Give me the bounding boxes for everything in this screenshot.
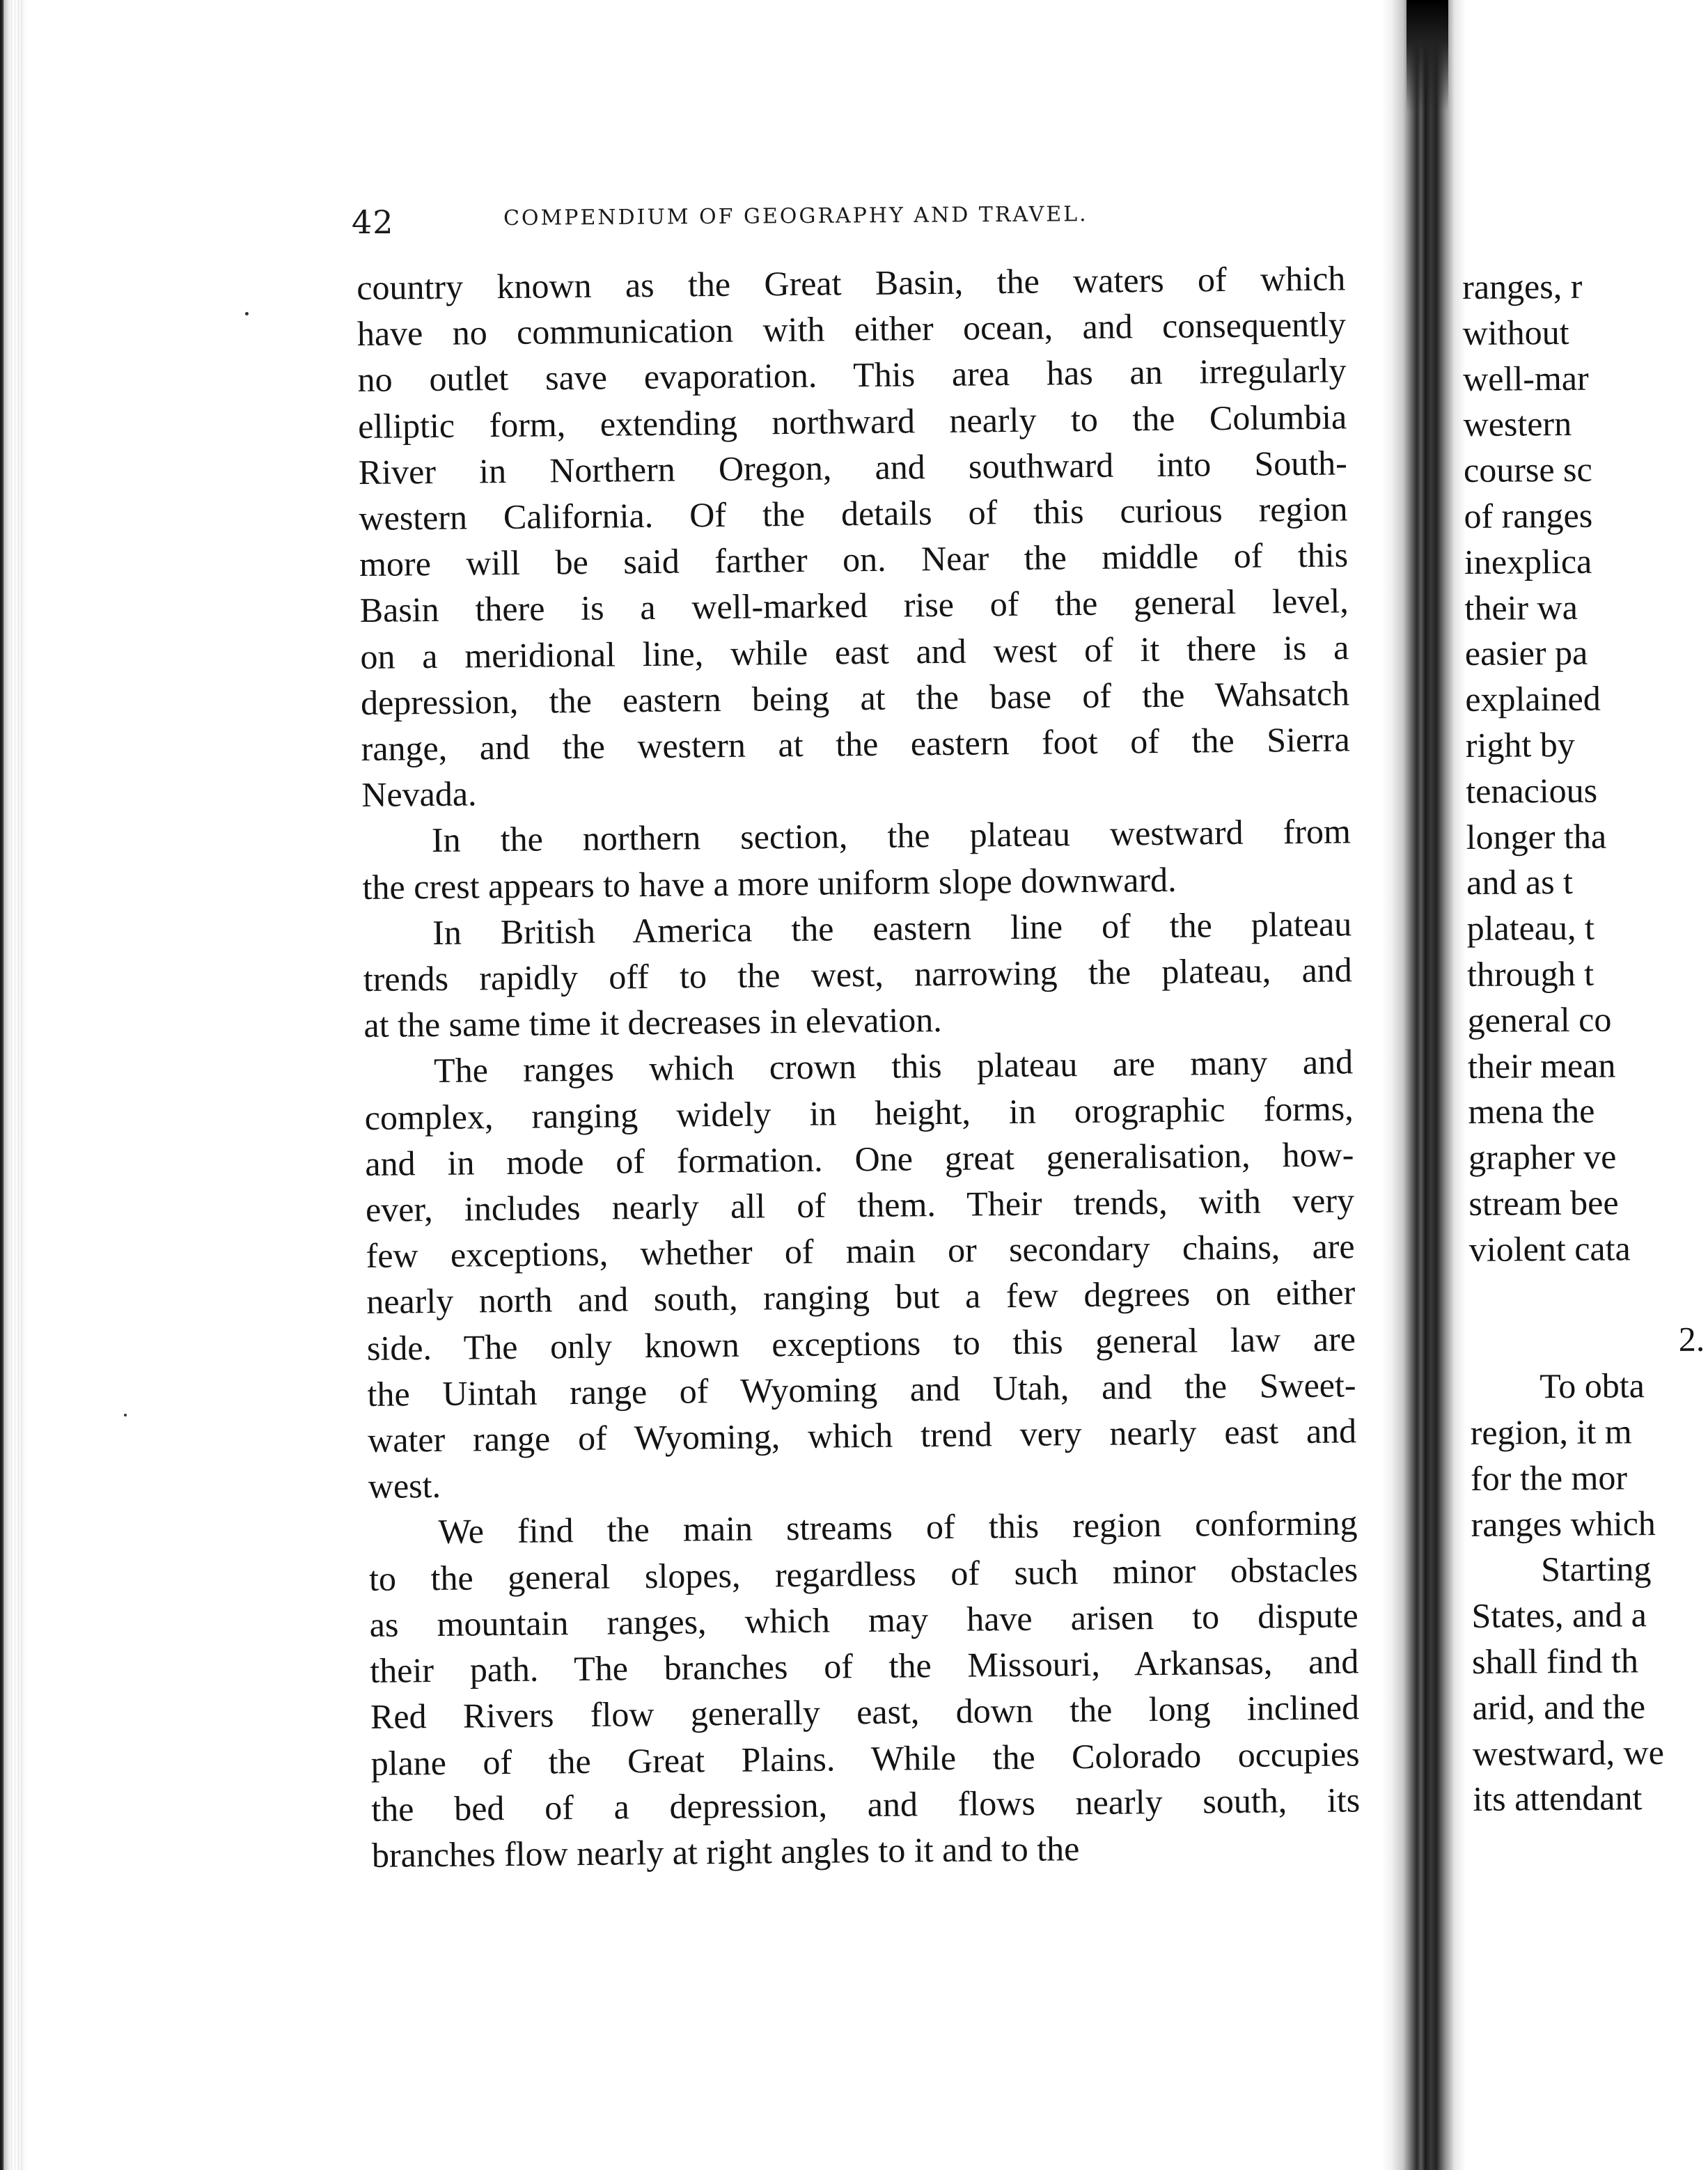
scan-speck (245, 312, 249, 315)
paragraph (362, 809, 1351, 910)
text-line: no outlet save evaporation. This area has an irregularly (357, 350, 1347, 400)
page-block-edge-lines (4, 0, 22, 2170)
scan-speck (124, 1414, 127, 1416)
text-line: their path. The branches of the Missouri, Arkansas, and (370, 1641, 1359, 1690)
text-line: In the northern section, the plateau westward from (431, 811, 1351, 860)
gutter-shadow (1407, 0, 1448, 111)
page-number: 42 (352, 203, 394, 241)
text-line: have no communication with either ocean, and consequently (357, 304, 1347, 354)
text-line: their mean (1467, 1045, 1616, 1086)
text-line (1469, 1271, 1671, 1318)
text-line: as mountain ranges, which may have arisen to dispute (369, 1595, 1358, 1644)
text-line: Starting (1540, 1549, 1652, 1589)
text-line: The ranges which crown this plateau are many and (433, 1042, 1354, 1091)
text-line: grapher ve (1468, 1137, 1617, 1178)
paragraph (364, 1039, 1357, 1510)
text-line: western (1463, 404, 1572, 444)
running-head (352, 203, 1326, 245)
text-line: We find the main streams of this region conforming (438, 1503, 1358, 1552)
text-line: side. The only known exceptions to this general law are (366, 1318, 1356, 1368)
text-line: longer tha (1466, 816, 1607, 857)
text-line: water range of Wyoming, which trend very nearly east and (367, 1411, 1357, 1460)
text-line: stream bee (1468, 1182, 1619, 1223)
text-line: ranges, r (1462, 266, 1583, 306)
text-line: and in mode of formation. One great generalisation, how- (365, 1134, 1354, 1183)
text-line: mena the (1468, 1091, 1595, 1132)
text-line: Red Rivers flow generally east, down the long inclined (370, 1687, 1360, 1737)
text-line: inexplica (1464, 541, 1592, 581)
text-line: country known as the Great Basin, the waters of which (357, 258, 1346, 307)
text-line: right by (1465, 724, 1575, 765)
right-page-fragment (1462, 263, 1705, 1822)
text-line: at the same time it decreases in elevation. (363, 1000, 942, 1045)
text-line: its attendant (1473, 1778, 1643, 1819)
text-line: plane of the Great Plains. While the Colorado occupies (370, 1733, 1360, 1783)
text-line: violent cata (1468, 1228, 1631, 1269)
paragraph (357, 255, 1351, 818)
text-line: Nevada. (361, 774, 477, 815)
text-line: plateau, t (1466, 907, 1595, 949)
left-page-body (357, 255, 1361, 1878)
text-line: range, and the western at the eastern foot of the Sierra (361, 719, 1350, 768)
text-line: more will be said farther on. Near the middle of this (359, 535, 1349, 584)
text-line: westward, we (1472, 1732, 1665, 1773)
text-line: well-mar (1462, 358, 1589, 398)
text-line: to the general slopes, regardless of such minor obstacles (368, 1549, 1358, 1598)
text-line: River in Northern Oregon, and southward into South- (358, 443, 1348, 492)
text-line: western California. Of the details of this curious region (359, 489, 1348, 538)
text-line: through t (1466, 953, 1595, 994)
book-gutter (1382, 0, 1466, 2170)
text-line: and as t (1466, 862, 1574, 903)
text-line: nearly north and south, ranging but a few degrees on either (366, 1272, 1356, 1322)
text-line: the Uintah range of Wyoming and Utah, and the Sweet- (367, 1365, 1356, 1414)
text-line: depression, the eastern being at the base of the Wahsatch (360, 673, 1350, 722)
text-line: course sc (1463, 449, 1592, 490)
text-line: on a meridional line, while east and west of it there is a (360, 627, 1349, 676)
text-line: west. (368, 1466, 441, 1506)
running-title: COMPENDIUM OF GEOGRAPHY AND TRAVEL. (503, 202, 1088, 231)
text-line: explained (1465, 678, 1601, 719)
text-line: In British America the eastern line of the plateau (432, 904, 1352, 952)
paragraph (363, 900, 1353, 1048)
text-line: trends rapidly off to the west, narrowing the plateau, and (363, 950, 1353, 999)
text-line: To obta (1539, 1366, 1645, 1406)
text-line: the crest appears to have a more uniform slope downward. (362, 859, 1177, 907)
text-line: States, and a (1471, 1595, 1647, 1636)
text-line: for the mor (1470, 1458, 1628, 1498)
text-line: ranges which (1471, 1503, 1656, 1544)
text-line: general co (1467, 999, 1612, 1040)
text-line: of ranges (1464, 495, 1593, 536)
text-line: region, it m (1470, 1412, 1632, 1452)
text-line: arid, and the (1472, 1686, 1646, 1727)
text-line: the bed of a depression, and flows nearly south, its (371, 1779, 1361, 1829)
text-line: without (1462, 312, 1569, 352)
text-line: their wa (1464, 587, 1578, 627)
section-number: 2. (1678, 1319, 1705, 1359)
text-line: elliptic form, extending northward nearly to the Columbia (357, 396, 1347, 446)
text-line: branches flow nearly at right angles to it and to the (371, 1829, 1080, 1875)
text-line: Basin there is a well-marked rise of the general level, (359, 581, 1349, 630)
text-line: few exceptions, whether of main or secondary chains, are (366, 1226, 1355, 1276)
text-line: complex, ranging widely in height, in orographic forms, (364, 1088, 1354, 1137)
text-line: easier pa (1464, 633, 1588, 673)
text-line: shall find th (1471, 1641, 1639, 1681)
text-line: ever, includes nearly all of them. Their trends, with very (365, 1180, 1355, 1229)
paragraph (368, 1500, 1361, 1878)
text-line: tenacious (1466, 770, 1598, 811)
